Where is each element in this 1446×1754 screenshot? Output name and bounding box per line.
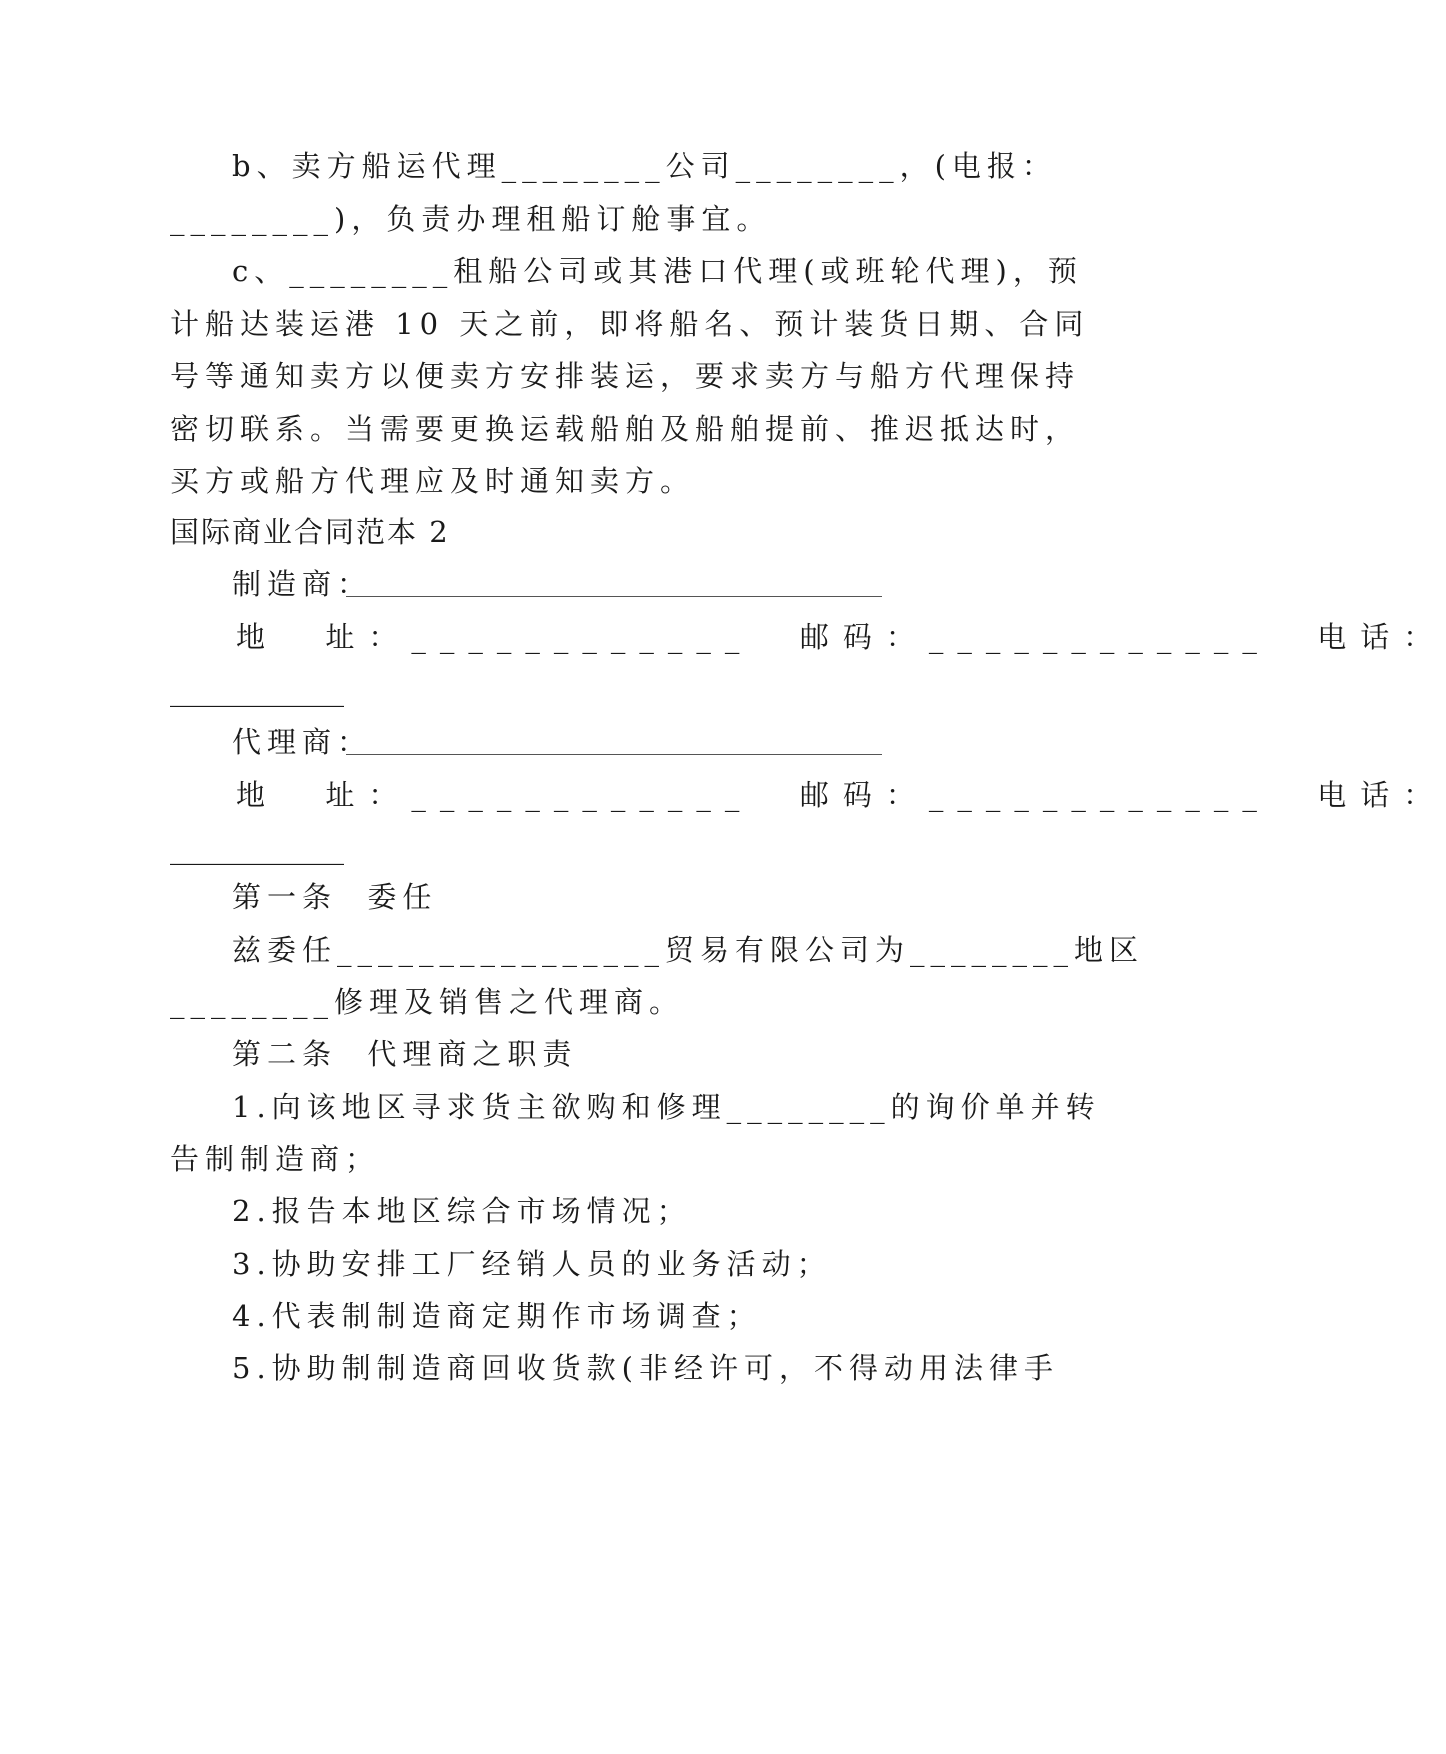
article-2-item: 4.代表制制造商定期作市场调查； <box>232 1299 762 1333</box>
article-2-item: 3.协助安排工厂经销人员的业务活动； <box>232 1247 832 1281</box>
agent-name-blank <box>346 754 882 755</box>
manufacturer-label: 制造商： <box>232 567 373 601</box>
article-2-item: 1.向该地区寻求货主欲购和修理________的询价单并转 <box>232 1090 1101 1124</box>
agent-phone-blank: ____________ <box>170 831 344 865</box>
article-1-title: 第一条 委任 <box>232 880 438 914</box>
manufacturer-name-blank <box>346 596 882 597</box>
manufacturer-address-row: 地 址：____________ 邮码：____________ 电话： <box>236 620 1446 654</box>
paragraph-line: ________)，负责办理租船订舱事宜。 <box>170 202 772 236</box>
section-title: 国际商业合同范本 2 <box>170 515 450 549</box>
paragraph-line: 密切联系。当需要更换运载船舶及船舶提前、推迟抵达时， <box>170 412 1081 446</box>
paragraph-line: c、________租船公司或其港口代理(或班轮代理)，预 <box>232 254 1083 288</box>
article-2-item: 5.协助制制造商回收货款(非经许可，不得动用法律手 <box>232 1351 1059 1385</box>
manufacturer-phone-blank: ____________ <box>170 673 344 707</box>
article-1-line: 兹委任________________贸易有限公司为________地区 <box>232 933 1145 967</box>
article-2-title: 第二条 代理商之职责 <box>232 1037 578 1071</box>
paragraph-line: b、卖方船运代理________公司________，(电报： <box>232 149 1057 183</box>
article-1-line: ________修理及销售之代理商。 <box>170 985 685 1019</box>
paragraph-line: 买方或船方代理应及时通知卖方。 <box>170 464 696 498</box>
paragraph-line: 计船达装运港 10 天之前，即将船名、预计装货日期、合同 <box>170 307 1090 341</box>
article-2-item: 2.报告本地区综合市场情况； <box>232 1194 692 1228</box>
article-2-item: 告制制造商； <box>170 1142 381 1176</box>
agent-label: 代理商： <box>232 725 373 759</box>
paragraph-line: 号等通知卖方以便卖方安排装运，要求卖方与船方代理保持 <box>170 359 1081 393</box>
agent-address-row: 地 址：____________ 邮码：____________ 电话： <box>236 778 1446 812</box>
